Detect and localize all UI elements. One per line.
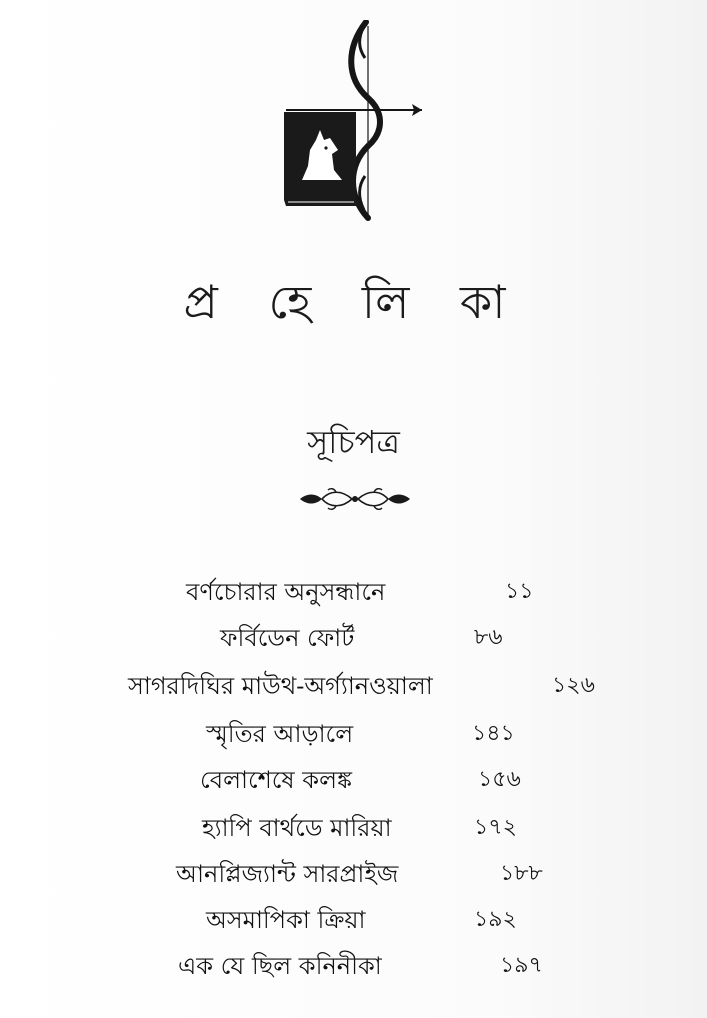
toc-entry xyxy=(0,808,707,848)
toc-entry-page: ১৯৭ xyxy=(500,953,543,978)
toc-entry-title: অসমাপিকা ক্রিয়া xyxy=(206,906,366,934)
contents-heading: সূচিপত্র xyxy=(307,423,400,461)
toc-entry-page: ১৫৬ xyxy=(478,767,521,792)
toc-entry-title: বর্ণচোরার অনুসন্ধানে xyxy=(186,578,386,606)
floral-divider-icon xyxy=(296,486,414,512)
table-of-contents xyxy=(0,572,707,992)
toc-entry-page: ১৮৮ xyxy=(500,861,543,886)
toc-entry-page: ১৯২ xyxy=(474,907,517,932)
toc-entry xyxy=(0,946,707,986)
toc-entry-title: ফর্বিডেন ফোর্ট xyxy=(220,624,355,652)
toc-entry-title: স্মৃতির আড়ালে xyxy=(206,720,354,748)
toc-entry-page: ১৭২ xyxy=(474,815,517,840)
toc-entry-title: এক যে ছিল কনিনীকা xyxy=(178,952,382,980)
toc-entry-page: ১১ xyxy=(505,579,534,604)
toc-entry xyxy=(0,854,707,894)
toc-entry xyxy=(0,900,707,940)
toc-entry-page: ৮৬ xyxy=(474,625,503,650)
toc-entry xyxy=(0,760,707,800)
toc-entry xyxy=(0,666,707,706)
toc-entry xyxy=(0,572,707,612)
toc-entry-title: বেলাশেষে কলঙ্ক xyxy=(200,766,352,794)
toc-entry-title: হ্যাপি বার্থডে মারিয়া xyxy=(202,814,392,842)
toc-entry-title: সাগরদিঘির মাউথ-অর্গ্যানওয়ালা xyxy=(128,672,433,700)
toc-entry-title: আনপ্লিজ্যান্ট সারপ্রাইজ xyxy=(176,860,399,888)
toc-entry xyxy=(0,618,707,658)
publisher-logo-icon xyxy=(276,20,426,225)
toc-entry-page: ১৪১ xyxy=(472,721,515,746)
book-title: প্র হে লি কা xyxy=(183,275,524,329)
toc-entry xyxy=(0,714,707,754)
toc-entry-page: ১২৬ xyxy=(552,673,595,698)
